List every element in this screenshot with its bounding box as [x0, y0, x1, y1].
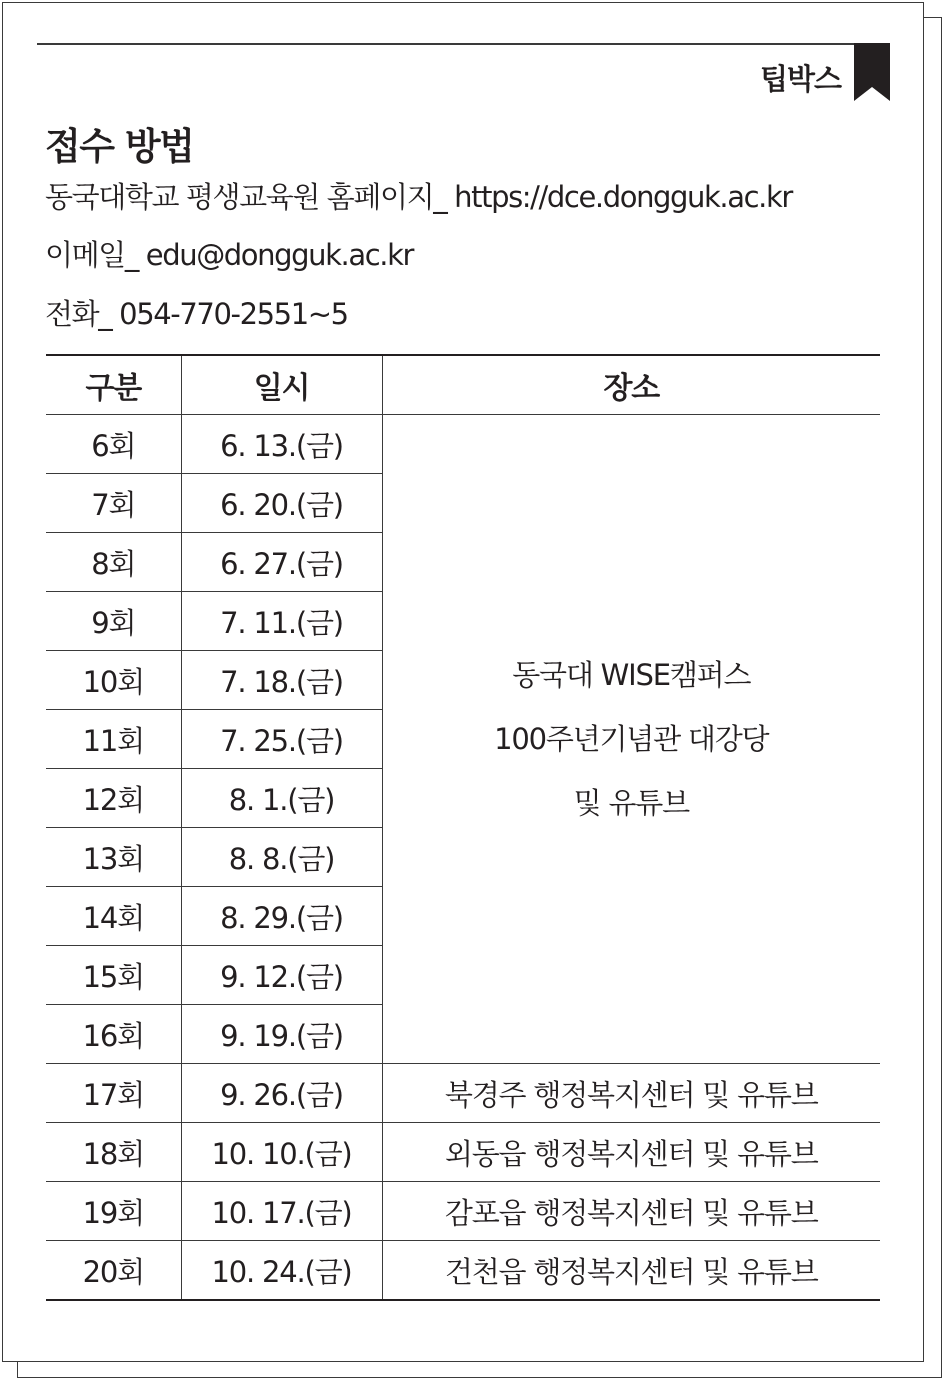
table-row [46, 1123, 880, 1182]
header-date: 일시 [181, 355, 382, 415]
session-cell: 6회 [46, 415, 181, 474]
date-cell: 6. 27.(금) [181, 533, 382, 592]
venue-line: 100주년기념관 대강당 [494, 722, 769, 756]
session-cell: 19회 [46, 1182, 181, 1241]
merged-venue-cell [382, 415, 880, 1064]
date-cell: 7. 25.(금) [181, 710, 382, 769]
venue-cell: 외동읍 행정복지센터 및 유튜브 [382, 1123, 880, 1182]
session-cell: 8회 [46, 533, 181, 592]
header-session: 구분 [46, 355, 181, 415]
homepage-text: 동국대학교 평생교육원 홈페이지_ https://dce.dongguk.ac.kr [45, 180, 792, 214]
top-divider [37, 43, 886, 45]
venue-cell: 북경주 행정복지센터 및 유튜브 [382, 1064, 880, 1123]
venue-cell: 건천읍 행정복지센터 및 유튜브 [382, 1241, 880, 1301]
date-cell: 7. 18.(금) [181, 651, 382, 710]
table-row [46, 1241, 880, 1301]
email-text: 이메일_ edu@dongguk.ac.kr [45, 238, 413, 272]
session-cell: 13회 [46, 828, 181, 887]
session-cell: 14회 [46, 887, 181, 946]
session-cell: 12회 [46, 769, 181, 828]
date-cell: 8. 29.(금) [181, 887, 382, 946]
table-header-row [46, 355, 880, 415]
venue-line: 및 유튜브 [573, 786, 689, 820]
date-cell: 10. 17.(금) [181, 1182, 382, 1241]
table-row [46, 1182, 880, 1241]
session-cell: 16회 [46, 1005, 181, 1064]
date-cell: 9. 26.(금) [181, 1064, 382, 1123]
date-cell: 9. 12.(금) [181, 946, 382, 1005]
date-cell: 7. 11.(금) [181, 592, 382, 651]
table-row [46, 415, 880, 474]
session-cell: 11회 [46, 710, 181, 769]
table-row [46, 1064, 880, 1123]
date-cell: 10. 10.(금) [181, 1123, 382, 1182]
header-venue: 장소 [382, 355, 880, 415]
date-cell: 9. 19.(금) [181, 1005, 382, 1064]
date-cell: 8. 8.(금) [181, 828, 382, 887]
venue-cell: 감포읍 행정복지센터 및 유튜브 [382, 1182, 880, 1241]
date-cell: 10. 24.(금) [181, 1241, 382, 1301]
session-cell: 20회 [46, 1241, 181, 1301]
section-heading: 접수 방법 [45, 125, 194, 168]
date-cell: 8. 1.(금) [181, 769, 382, 828]
date-cell: 6. 13.(금) [181, 415, 382, 474]
bookmark-icon [854, 43, 890, 101]
session-cell: 15회 [46, 946, 181, 1005]
venue-line: 동국대 WISE캠퍼스 [512, 658, 751, 692]
date-cell: 6. 20.(금) [181, 474, 382, 533]
session-cell: 17회 [46, 1064, 181, 1123]
session-cell: 7회 [46, 474, 181, 533]
tip-box-label: 팁박스 [759, 62, 841, 96]
phone-text: 전화_ 054-770-2551~5 [45, 297, 348, 331]
session-cell: 9회 [46, 592, 181, 651]
session-cell: 18회 [46, 1123, 181, 1182]
schedule-table [46, 354, 880, 1301]
session-cell: 10회 [46, 651, 181, 710]
